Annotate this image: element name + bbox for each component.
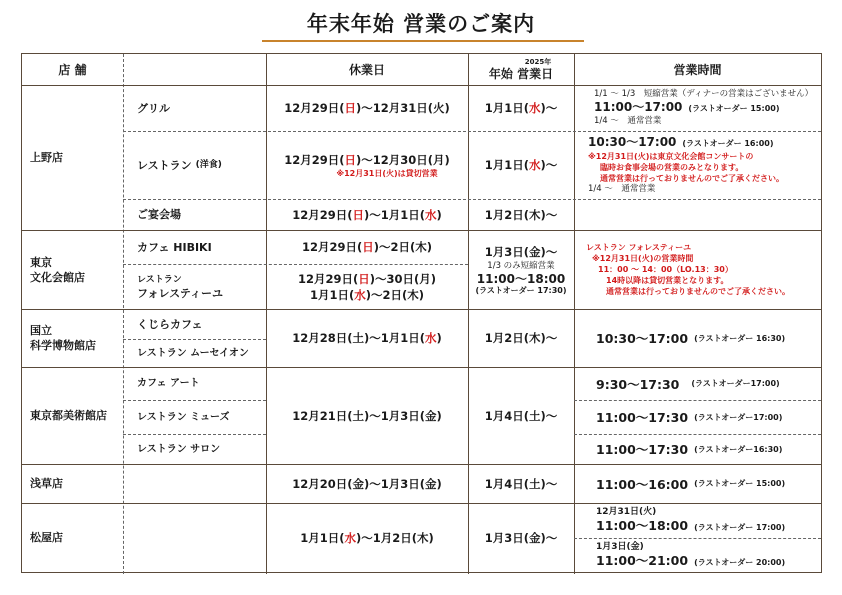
hours-muse-value: 11:00〜17:30	[596, 410, 689, 425]
sub-mouseion: レストラン ムーセイオン	[137, 347, 249, 359]
hours-kahaku	[574, 309, 821, 367]
start-grill-end: )〜	[540, 101, 558, 115]
closed-forest-l2-end: )〜2日(木)	[365, 287, 425, 302]
closed-forest-l2a: 1月1日(	[309, 287, 355, 302]
hours-bunka-l3: 14時以降は貸切営業となります。	[606, 276, 729, 285]
closed-kahaku-day: 水	[425, 331, 437, 345]
title-underline	[262, 40, 584, 42]
header-start	[468, 54, 574, 85]
hours-asakusa	[574, 464, 821, 503]
header-start-label: 年始 営業日	[488, 67, 554, 81]
closed-cafe-a: 12月29日(	[301, 240, 363, 254]
hours-salon	[574, 434, 821, 464]
hours-cafe-art	[574, 367, 821, 400]
store-kahaku-l1: 国立	[30, 324, 52, 337]
closed-restaurant-line	[284, 152, 450, 168]
start-restaurant-day: 水	[529, 158, 541, 172]
start-bunka	[468, 230, 574, 309]
hours-kahaku-value: 10:30〜17:00	[596, 331, 689, 346]
closed-restaurant-note: ※12月31日(火)は貸切営業	[336, 168, 438, 178]
closed-matsuya-a: 1月1日(	[300, 530, 345, 545]
store-bunka-l2: 文化会館店	[30, 270, 85, 284]
sub-restaurant	[123, 131, 266, 199]
start-asakusa: 1月4日(土)〜	[484, 476, 558, 491]
sub-cafe-hibiki: カフェ HIBIKI	[137, 240, 212, 254]
hours-restaurant-value: 10:30〜17:00	[588, 135, 677, 149]
hours-matsuya-time1	[596, 518, 785, 535]
hours-asakusa-value: 11:00〜16:00	[596, 476, 689, 492]
hours-bunka-title: レストラン フォレスティーユ	[586, 243, 692, 252]
sub-forest-l2: フォレスティーユ	[137, 286, 224, 300]
header-store: 店 舗	[58, 63, 87, 77]
sub-banquet: ご宴会場	[137, 208, 181, 221]
hours-grill-note1: 1/1 〜 1/3 短縮営業（ディナーの営業はございません）	[594, 89, 814, 99]
closed-matsuya-end: )〜1月2日(木)	[355, 530, 434, 545]
closed-cafe-hibiki	[266, 230, 468, 264]
closed-asakusa: 12月20日(金)〜1月3日(金)	[292, 476, 442, 491]
store-bunka	[22, 230, 123, 309]
start-grill-a: 1月1日(	[484, 101, 529, 115]
start-bunka-hours: 11:00〜18:00	[476, 272, 566, 286]
start-grill	[468, 85, 574, 131]
hours-muse-lo: (ラストオーダー17:00)	[694, 412, 783, 422]
start-restaurant-a: 1月1日(	[484, 158, 529, 172]
closed-banquet-end: )	[436, 207, 442, 222]
hours-grill-note2: 1/4 〜 通常営業	[594, 116, 662, 126]
hours-restaurant-note1: ※12月31日(火)は東京文化会館コンサートの	[588, 152, 754, 161]
closed-banquet-day2: 水	[425, 207, 437, 222]
sub-cafe-art: カフェ アート	[137, 378, 200, 389]
hours-matsuya-date2: 1月3日(金)	[596, 541, 644, 552]
hours-salon-value: 11:00〜17:30	[596, 442, 689, 457]
store-matsuya: 松屋店	[30, 531, 63, 544]
hours-bunka	[574, 230, 821, 309]
hours-kahaku-lo: (ラストオーダー 16:30)	[694, 333, 786, 343]
store-kahaku	[22, 309, 123, 367]
hours-cafe-art-lo: (ラストオーダー17:00)	[691, 379, 780, 388]
closed-grill	[266, 85, 468, 131]
hours-muse	[574, 400, 821, 434]
hours-restaurant-time	[588, 135, 774, 151]
start-bunka-note: 1/3 のみ短縮営業	[487, 261, 555, 271]
closed-grill-a: 12月29日(	[284, 101, 345, 115]
closed-grill-end: )〜12月31日(火)	[355, 101, 450, 115]
closed-bijutsukan: 12月21日(土)〜1月3日(金)	[292, 408, 442, 423]
closed-kahaku	[266, 309, 468, 367]
start-banquet: 1月2日(木)〜	[484, 207, 558, 222]
closed-cafe-end: )〜2日(木)	[373, 240, 433, 254]
closed-matsuya	[266, 503, 468, 572]
schedule-table	[21, 53, 822, 573]
hours-bunka-l2: 11：00 〜 14：00（LO.13：30）	[598, 265, 733, 274]
closed-forest-l1-day: 日	[358, 271, 370, 286]
hours-matsuya-value1: 11:00〜18:00	[596, 518, 689, 533]
sub-forest	[123, 264, 266, 309]
start-restaurant-end: )〜	[540, 158, 558, 172]
closed-restaurant-end: )〜12月30日(月)	[355, 152, 450, 167]
sub-grill: グリル	[137, 101, 170, 115]
closed-forest-l1-end: )〜30日(月)	[369, 271, 437, 286]
hours-grill-value: 11:00〜17:00	[594, 100, 683, 114]
hours-grill-time	[594, 100, 780, 116]
hours-matsuya-2	[574, 538, 821, 572]
hours-restaurant-lo: (ラストオーダー 16:00)	[682, 139, 774, 148]
page-title: 年末年始 営業のご案内	[306, 12, 536, 36]
start-grill-day: 水	[529, 101, 541, 115]
start-bunka-lo: (ラストオーダー 17:30)	[475, 286, 567, 295]
sub-forest-l1: レストラン	[137, 274, 182, 285]
hours-matsuya-lo1: (ラストオーダー 17:00)	[694, 523, 786, 532]
start-bijutsukan: 1月4日(土)〜	[484, 408, 558, 423]
header-hours: 営業時間	[673, 63, 722, 77]
hours-matsuya-time2	[596, 553, 785, 570]
closed-kahaku-a: 12月28日(土)〜1月1日(	[292, 331, 425, 345]
closed-banquet-day: 日	[352, 207, 364, 222]
closed-forest-l2-day: 水	[354, 287, 366, 302]
closed-forest-line2	[310, 287, 424, 303]
closed-forest	[266, 264, 468, 309]
store-kahaku-l2: 科学博物館店	[30, 339, 96, 352]
store-asakusa: 浅草店	[30, 477, 63, 490]
start-restaurant	[468, 131, 574, 199]
hours-grill-lo: (ラストオーダー 15:00)	[688, 104, 780, 113]
sub-salon: レストラン サロン	[137, 443, 221, 455]
hours-cafe-art-value: 9:30〜17:30	[596, 376, 680, 392]
closed-restaurant	[266, 131, 468, 199]
hours-bunka-l1: ※12月31日(火)の営業時間	[592, 254, 694, 263]
closed-banquet-a: 12月29日(	[292, 207, 353, 222]
hours-restaurant-note4: 1/4 〜 通常営業	[588, 184, 656, 194]
hours-matsuya-date1: 12月31日(火)	[596, 507, 657, 517]
sub-kujira: くじらカフェ	[137, 317, 203, 331]
start-bunka-date: 1月3日(金)〜	[484, 245, 558, 259]
closed-cafe-day: 日	[362, 240, 374, 254]
hours-grill	[574, 85, 821, 131]
closed-restaurant-day: 日	[344, 152, 356, 167]
store-ueno: 上野店	[30, 151, 63, 164]
closed-matsuya-day: 水	[344, 530, 356, 545]
closed-forest-l1a: 12月29日(	[297, 271, 359, 286]
sub-restaurant-name: レストラン	[137, 158, 192, 172]
closed-restaurant-a: 12月29日(	[284, 152, 345, 167]
closed-grill-day: 日	[344, 101, 356, 115]
start-kahaku: 1月2日(木)〜	[484, 331, 558, 345]
closed-banquet-mid: )〜1月1日(	[363, 207, 425, 222]
header-closed: 休業日	[348, 63, 385, 77]
hours-matsuya-lo2: (ラストオーダー 20:00)	[694, 557, 786, 567]
hours-bunka-l4: 通常営業は行っておりませんのでご了承ください。	[606, 287, 790, 296]
hours-salon-lo: (ラストオーダー16:30)	[694, 444, 783, 454]
closed-banquet	[266, 199, 468, 230]
closed-kahaku-end: )	[436, 331, 442, 345]
hours-restaurant	[574, 131, 821, 199]
hours-matsuya-1	[574, 503, 821, 538]
closed-forest-line1	[298, 271, 436, 287]
hours-restaurant-note2: 臨時お食事会場の営業のみとなります。	[600, 163, 744, 172]
start-matsuya: 1月3日(金)〜	[484, 530, 558, 545]
hours-matsuya-value2: 11:00〜21:00	[596, 552, 689, 568]
sub-muse: レストラン ミューズ	[137, 411, 230, 423]
store-bunka-l1: 東京	[30, 255, 52, 269]
hours-asakusa-lo: (ラストオーダー 15:00)	[694, 479, 786, 488]
store-bijutsukan: 東京都美術館店	[30, 409, 107, 422]
hours-restaurant-note3: 通常営業は行っておりませんのでご了承ください。	[600, 174, 784, 183]
header-start-year: 2025年	[524, 58, 552, 66]
sub-restaurant-sub: (洋食)	[195, 159, 222, 170]
